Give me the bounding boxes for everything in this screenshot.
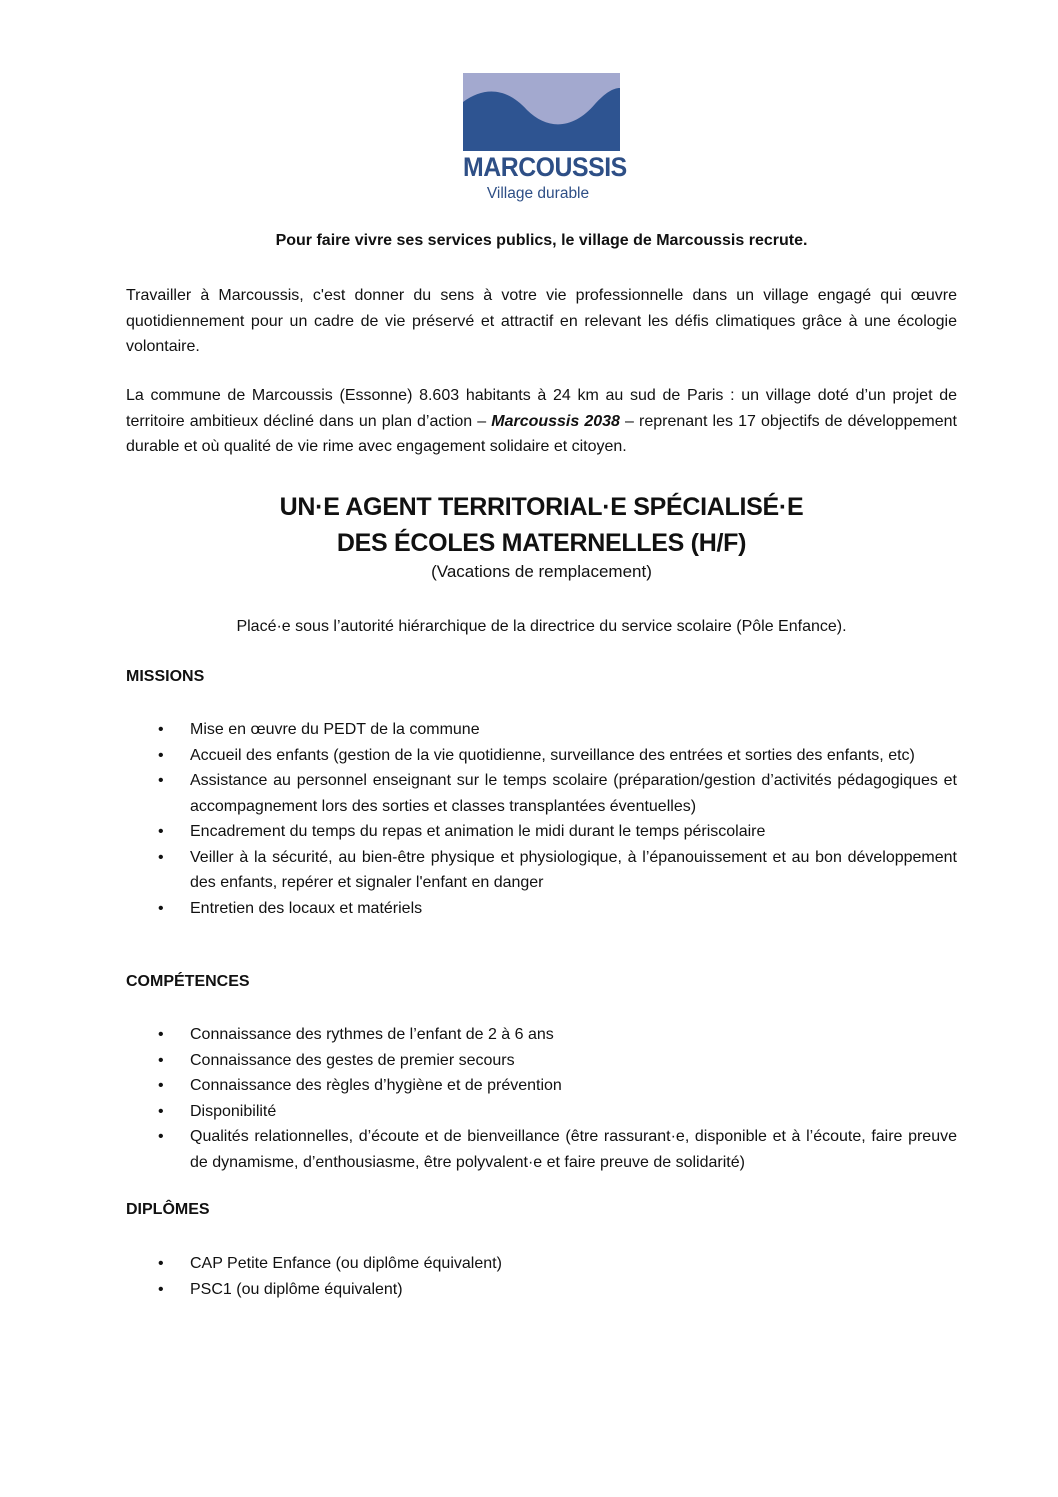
list-item [126, 1022, 957, 1048]
list-item [126, 1073, 957, 1099]
marcoussis-logo [445, 58, 625, 218]
bullet-icon: • [158, 1077, 164, 1094]
bullet-icon: • [158, 721, 164, 738]
section-title-diplomes: DIPLÔMES [126, 1201, 210, 1218]
job-subtitle: (Vacations de remplacement) [431, 562, 652, 581]
bullet-icon: • [158, 1255, 164, 1272]
list-item-text: Connaissance des rythmes de l’enfant de 2 à 6 ans [190, 1026, 554, 1043]
list-item-text: Disponibilité [190, 1102, 277, 1120]
list-item [126, 896, 957, 922]
bullet-icon: • [158, 1280, 164, 1298]
bullet-icon: • [158, 1026, 164, 1043]
bullet-icon: • [158, 746, 164, 764]
list-item [126, 1251, 957, 1277]
list-item-text: PSC1 (ou diplôme équivalent) [190, 1280, 403, 1298]
list-item [126, 819, 957, 845]
list-item [126, 768, 957, 819]
intro-paragraph-1: Travailler à Marcoussis, c'est donner du sens à votre vie professionnelle dans un village engagé qui œuvre quotidiennement pour un cadre de vie préservé et attractif en relevant les défis climatiques grâce à une écologie volontaire. [126, 287, 957, 355]
list-item-text: Connaissance des règles d’hygiène et de prévention [190, 1077, 562, 1094]
bullet-icon: • [158, 899, 164, 917]
list-item-text: Encadrement du temps du repas et animation le midi durant le temps périscolaire [190, 823, 766, 840]
plan-name: Marcoussis 2038 [491, 412, 620, 430]
job-title-line-1: UN·E AGENT TERRITORIAL·E SPÉCIALISÉ·E [279, 493, 804, 521]
list-item [126, 1099, 957, 1125]
intro-paragraph-2-part-1: La commune de Marcoussis (Essonne) 8.603 habitants à 24 km au sud de Paris : un village doté d’un projet de territoire ambitieux décliné dans un plan d’action – [126, 387, 957, 430]
section-title-competences: COMPÉTENCES [126, 973, 250, 990]
bullet-icon: • [158, 772, 164, 789]
list-item [126, 1124, 957, 1175]
list-item-text: Mise en œuvre du PEDT de la commune [190, 721, 480, 738]
logo-subtitle: Village durable [486, 185, 590, 202]
list-item-text: Connaissance des gestes de premier secours [190, 1051, 515, 1069]
bullet-icon: • [158, 1102, 164, 1120]
list-item-text: Assistance au personnel enseignant sur le temps scolaire (préparation/gestion d’activités pédagogiques et accompagnement lors des sorties et classes transplantées éventuelles) [190, 772, 957, 815]
missions-list [126, 717, 957, 921]
intro-paragraph-2 [126, 383, 957, 460]
job-title-line-2: DES ÉCOLES MATERNELLES (H/F) [336, 529, 747, 557]
list-item-text: Entretien des locaux et matériels [190, 899, 423, 917]
list-item-text: CAP Petite Enfance (ou diplôme équivalent) [190, 1255, 502, 1272]
list-item-text: Qualités relationnelles, d’écoute et de bienveillance (être rassurant·e, disponible et à l’écoute, faire preuve de dynamisme, d’enthousiasme, être polyvalent·e et faire preuve de solidarité) [190, 1128, 957, 1171]
bullet-icon: • [158, 1128, 164, 1145]
diplomes-list [126, 1251, 957, 1302]
list-item-text: Accueil des enfants (gestion de la vie quotidienne, surveillance des entrées et sorties des enfants, etc) [190, 746, 915, 764]
list-item [126, 717, 957, 743]
competences-list [126, 1022, 957, 1175]
tagline: Pour faire vivre ses services publics, le village de Marcoussis recrute. [275, 232, 808, 249]
bullet-icon: • [158, 1051, 164, 1069]
list-item [126, 845, 957, 896]
list-item [126, 743, 957, 769]
list-item [126, 1277, 957, 1303]
list-item-text: Veiller à la sécurité, au bien-être physique et physiologique, à l’épanouissement et au bon développement des enfants, repérer et signaler l'enfant en danger [190, 848, 957, 891]
list-item [126, 1048, 957, 1074]
section-title-missions: MISSIONS [126, 668, 205, 685]
bullet-icon: • [158, 823, 164, 840]
hierarchy-statement: Placé·e sous l’autorité hiérarchique de la directrice du service scolaire (Pôle Enfance). [236, 618, 847, 635]
logo-name: MARCOUSSIS [463, 152, 627, 182]
intro-paragraph-2-part-2: – reprenant les 17 objectifs de développement durable et où qualité de vie rime avec engagement solidaire et citoyen. [126, 412, 958, 455]
bullet-icon: • [158, 848, 164, 866]
